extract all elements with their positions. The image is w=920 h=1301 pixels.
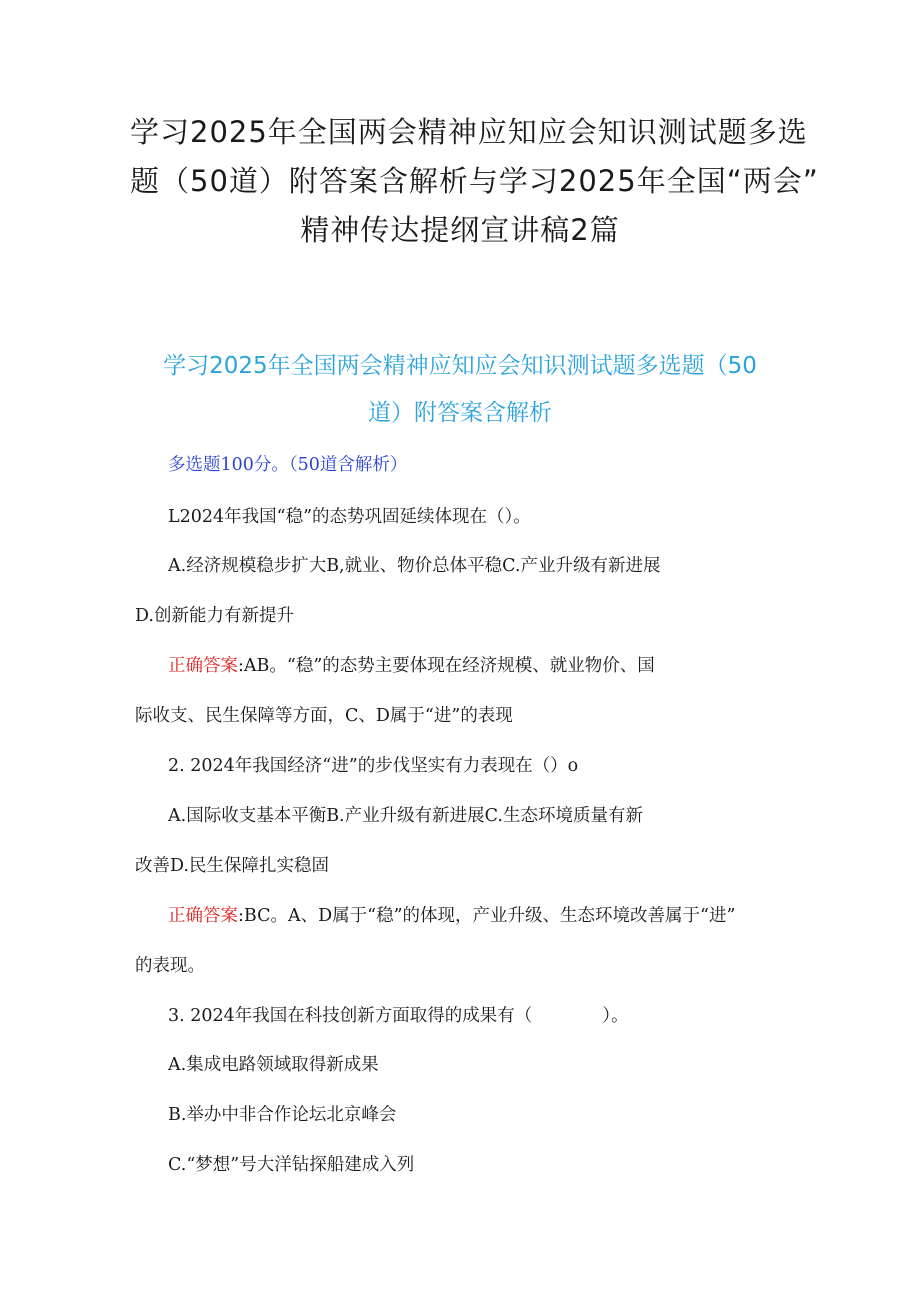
- answer-label: 正确答案: [168, 656, 238, 676]
- document-title-line-1: 学习2025年全国两会精神应知应会知识测试题多选: [130, 115, 808, 149]
- question-2-answer-line-2: 的表现。: [135, 956, 205, 976]
- section-title-line-1: 学习2025年全国两会精神应知应会知识测试题多选题（50: [163, 353, 757, 379]
- question-1-answer-line-2: 际收支、民生保障等方面，C、D属于“进”的表现: [135, 706, 513, 726]
- question-1-answer-text: :AB。“稳”的态势主要体现在经济规模、就业物价、国: [238, 656, 655, 676]
- document-title-line-3: 精神传达提纲宣讲稿2篇: [300, 213, 620, 247]
- document-title-line-2: 题（50道）附答案含解析与学习2025年全国“两会”: [130, 164, 819, 198]
- intro-text: 多选题100分。（50道含解析）: [168, 455, 408, 475]
- question-3-stem: 3. 2024年我国在科技创新方面取得的成果有（ ）。: [168, 1006, 629, 1026]
- question-1-stem: L2024年我国“稳”的态势巩固延续体现在（）。: [168, 507, 531, 527]
- question-2-stem: 2. 2024年我国经济“进”的步伐坚实有力表现在（）o: [168, 756, 579, 776]
- question-2-options-line-2: 改善D.民生保障扎实稳固: [135, 856, 329, 876]
- question-2-answer-text: :BC。A、D属于“稳”的体现，产业升级、生态环境改善属于“进”: [238, 906, 736, 926]
- question-2-answer: [168, 904, 920, 928]
- question-1-options-line-2: D.创新能力有新提升: [135, 606, 294, 626]
- section-title: [140, 343, 780, 437]
- document-title: [130, 108, 819, 255]
- question-2-options-line-1: A.国际收支基本平衡B.产业升级有新进展C.生态环境质量有新: [168, 806, 643, 826]
- question-3-option-c: C.“梦想”号大洋钻探船建成入列: [168, 1155, 415, 1175]
- question-1-options-line-1: A.经济规模稳步扩大B,就业、物价总体平稳C.产业升级有新进展: [168, 556, 661, 576]
- question-3-option-b: B.举办中非合作论坛北京峰会: [168, 1105, 397, 1125]
- section-title-line-2: 道）附答案含解析: [368, 400, 552, 426]
- question-1-answer: [168, 654, 920, 678]
- answer-label: 正确答案: [168, 906, 238, 926]
- question-3-option-a: A.集成电路领域取得新成果: [168, 1055, 379, 1075]
